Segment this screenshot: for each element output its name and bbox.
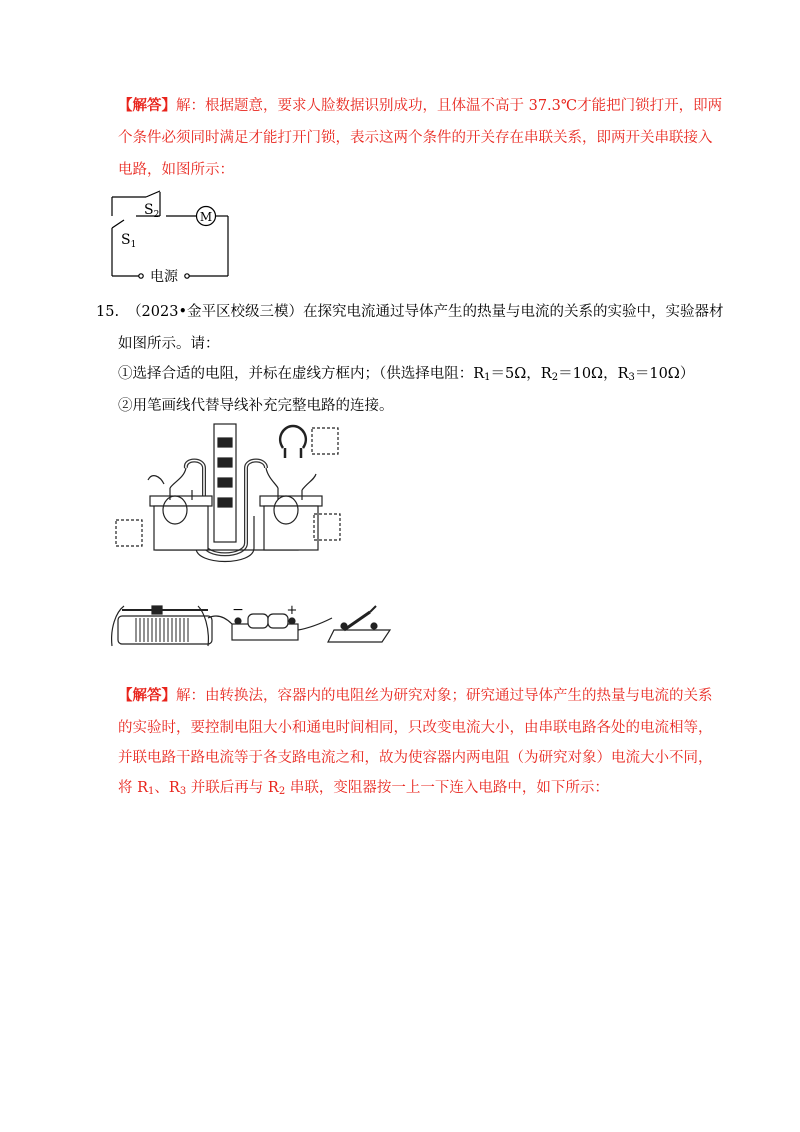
battery-plus-label: + [286, 603, 298, 618]
answer1-line-1 [118, 96, 722, 116]
battery-minus-label: − [232, 602, 244, 618]
answer2-line-2: 的实验时，要控制电阻大小和通电时间相同，只改变电流大小，由串联电路各处的电流相等， [118, 720, 713, 736]
question-text: 在探究电流通过导体产生的热量与电流的关系的实验中，实验器材 [303, 304, 724, 320]
question-source: （2023•金平区校级三模） [127, 304, 304, 320]
answer2-text-1: 解：由转换法，容器内的电阻丝为研究对象；研究通过导体产生的热量与电流的关系 [176, 688, 713, 704]
series-switch-circuit-diagram [100, 182, 240, 282]
question15-line-1 [96, 302, 724, 322]
switch-s2-label: $S_2$ [144, 202, 160, 220]
question-number: 15. [96, 304, 120, 320]
answer1-line-3: 电路，如图所示： [118, 162, 234, 178]
switch-s1-label: $S_1$ [121, 232, 137, 250]
answer1-text-1: 解：根据题意，要求人脸数据识别成功，且体温不高于 37.3℃才能把门锁打开，即两 [176, 98, 723, 114]
question15-line-2: 如图所示。请： [118, 336, 220, 352]
answer-tag: 【解答】 [118, 687, 176, 704]
experiment-apparatus-figure [108, 418, 408, 658]
answer-tag: 【解答】 [118, 97, 176, 114]
question15-item-1: ①选择合适的电阻，并标在虚线方框内；（供选择电阻：$R_1=5\Omega$，$R_2=10\Omega$，$R_3=10\Omega$） [118, 366, 695, 383]
power-source-label: 电源 [150, 269, 178, 282]
answer1-line-2: 个条件必须同时满足才能打开门锁，表示这两个条件的开关存在串联关系，即两开关串联接入 [118, 130, 713, 146]
answer2-line-3: 并联电路干路电流等于各支路电流之和，故为使容器内两电阻（为研究对象）电流大小不同， [118, 750, 713, 766]
answer2-line-1 [118, 686, 713, 706]
question15-item-2: ②用笔画线代替导线补充完整电路的连接。 [118, 398, 394, 414]
answer2-line-4: 将 $R_1$、$R_3$ 并联后再与 $R_2$ 串联，变阻器按一上一下连入电路中，如下所示： [118, 780, 609, 797]
motor-label: M [199, 210, 213, 224]
